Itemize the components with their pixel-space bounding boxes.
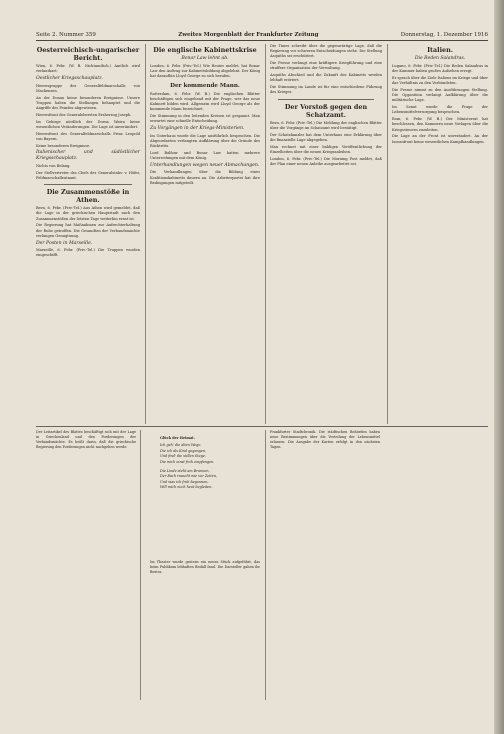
- header-masthead: Zweites Morgenblatt der Frankfurter Zeitung: [178, 32, 319, 38]
- subheading: Der kommende Mann.: [170, 82, 240, 89]
- paragraph: Die Stimmung in den leitenden Kreisen ist gespannt. Man erwartet eine schnelle Entscheidung.: [150, 114, 260, 124]
- lower-column-3: [270, 430, 380, 451]
- paragraph: Asquiths Abschied und die Zukunft des Kabinetts werden lebhaft erörtert.: [270, 73, 382, 83]
- paragraph: Marseille, 6. Febr. (Priv.-Tel.) Die Truppen wurden eingeschifft.: [36, 248, 140, 258]
- paragraph: Im Theater wurde gestern ein neues Stück aufgeführt, das beim Publikum lebhaften Beifall fand. Die Darsteller gaben ihr Bestes.: [150, 560, 260, 574]
- paragraph: Die Times schreibt über die gegenwärtige Lage, daß die Regierung vor schweren Entscheidungen stehe. Die Stellung Asquiths sei erschüttert.: [270, 44, 382, 59]
- paragraph: Die Presse nimmt zu den Ausführungen Stellung. Die Opposition verlangt Aufklärung über die militärische Lage.: [392, 88, 488, 103]
- paragraph: Der Schatzkanzler hat dem Unterhaus eine Erklärung über die finanzielle Lage abgegeben.: [270, 132, 382, 142]
- article-subtitle: Bonar Law lehnt ab.: [181, 56, 229, 61]
- poem-line: Die Linde steht am Brunnen,: [160, 469, 210, 474]
- paragraph: Der Leitartikel des Blattes beschäftigt sich mit der Lage in Griechenland und den Forderungen der Verbandsmächte. Es heißt darin, daß die griechische Regierung den Forderungen nicht nachgeben werde.: [36, 430, 136, 449]
- paragraph: Er sprach über die Ziele Italiens im Kriege und über das Verhältnis zu den Verbündeten.: [392, 76, 488, 86]
- paragraph: Im Senat wurde die Frage der Lebensmittelversorgung besprochen.: [392, 105, 488, 115]
- section-divider: [44, 184, 132, 185]
- paragraph: Keine besonderen Ereignisse.: [36, 143, 91, 148]
- poem-line: Der Bach rauscht wie vor Zeiten,: [160, 474, 217, 479]
- paragraph: Die Stimmung im Lande ist für eine entschiedene Führung des Krieges.: [270, 85, 382, 95]
- paragraph: Heeresfront des Generalfeldmarschalls Prinz Leopold von Bayern.: [36, 131, 140, 141]
- paragraph: Nichts von Belang.: [36, 163, 71, 168]
- paragraph: Man rechnet mit einer baldigen Veröffentlichung der Einzelheiten über die neuen Kriegsanleihen.: [270, 144, 382, 154]
- paragraph: Lugano, 6. Febr. (Priv.-Tel.) Die Reden Salandras in der Kammer haben großes Aufsehen erregt.: [392, 64, 488, 74]
- paragraph: Die Regierung hat Maßnahmen zur Aufrechterhaltung der Ruhe getroffen. Die Gesandten der Verbandsmächte verlangen Genugtuung.: [36, 223, 140, 238]
- poem-line: Will mich noch heut begleiten.: [160, 485, 213, 490]
- poem-line: Die mich einst froh empfangen.: [160, 459, 215, 464]
- subheading: Zu Vorgängen in der Kriegs-Ministerien.: [150, 126, 245, 132]
- paragraph: London, 6. Febr. (Priv.-Tel.) Die Morning Post meldet, daß der Plan einer neuen Anleihe ausgearbeitet sei.: [270, 156, 382, 166]
- poem: [160, 436, 260, 491]
- poem-line: Ich geh' die alten Wege,: [160, 443, 202, 448]
- paragraph: Der Stellvertreter des Chefs des Generalstabs: v. Höfer, Feldmarschalleutnant.: [36, 170, 140, 180]
- article-title: Italien.: [427, 46, 453, 54]
- column-rule: [140, 430, 141, 700]
- lower-column-1: [36, 430, 136, 451]
- paragraph: Rotterdam, 6. Febr. (W. B.) Die englischen Blätter beschäftigen sich eingehend mit der Frage, wer das neue Kabinett bilden wird. Allgemein wird Lloyd George als der kommende Mann bezeichnet.: [150, 91, 260, 112]
- header-date: Donnerstag, 1. Dezember 1916: [400, 32, 488, 38]
- paragraph: Heeresgruppe des Generalfeldmarschalls von Mackensen.: [36, 83, 140, 93]
- paragraph: Im Unterhaus wurde die Lage ausführlich besprochen. Die Abgeordneten verlangten Aufklärung über die Gründe des Rücktritts.: [150, 133, 260, 149]
- article-title: Der Vorstoß gegen den Schatzamt.: [284, 102, 368, 119]
- feuilleton-rule: [36, 426, 488, 427]
- page-header: [36, 28, 488, 41]
- paragraph: Die Lage an der Front ist unverändert. An der Isonzofront keine wesentlichen Kampfhandlungen.: [392, 134, 488, 144]
- column-2: [150, 44, 260, 188]
- column-4: [392, 44, 488, 146]
- paragraph: Bern, 6. Febr. (Priv.-Tel.) Aus Athen wird gemeldet, daß die Lage in der griechischen Hauptstadt nach den Zusammenstößen der letzten Tage weiterhin ernst ist.: [36, 206, 140, 221]
- column-rule: [265, 44, 266, 424]
- paragraph: Wien, 6. Febr. (W. B. Nichtamtlich.) Amtlich wird verlautbart:: [36, 64, 140, 74]
- paragraph: An der Donau keine besonderen Ereignisse. Unsere Truppen haben die Stellungen behauptet und die Angriffe des Feindes abgewiesen.: [36, 95, 140, 110]
- subheading: Unterhandlungen wegen neuer Abmachungen.: [150, 162, 260, 168]
- column-rule: [265, 430, 266, 700]
- paragraph: Frankfurter Stadtchronik. Die städtischen Behörden haben neue Bestimmungen über die Verteilung der Lebensmittel erlassen. Die Ausgabe der Karten erfolgt in den nächsten Tagen.: [270, 430, 380, 449]
- lower-column-2: [150, 560, 260, 576]
- column-1: [36, 44, 140, 260]
- paragraph: Heeresfront des Generalobersten Erzherzog Joseph.: [36, 112, 132, 117]
- article-title: Die englische Kabinettskrise: [153, 46, 257, 54]
- poem-line: Und was ich froh begonnen,: [160, 479, 209, 484]
- column-3: [270, 44, 382, 169]
- paragraph: Rom, 6. Febr. (W. B.) Der Ministerrat hat beschlossen, den Kammern neue Vorlagen über die Kriegssteuern zuzuleiten.: [392, 117, 488, 132]
- article-title: Die Zusammenstöße in Athen.: [46, 188, 130, 205]
- subheading: Der Posten in Marseille.: [36, 240, 93, 246]
- paragraph: London, 6. Febr. (Priv.-Tel.) Wie Reuter meldet, hat Bonar Law den Auftrag zur Kabinettsbildung abgelehnt. Der König hat daraufhin Lloyd George zu sich berufen.: [150, 64, 260, 79]
- poem-title: Glück der Heimat.: [160, 436, 195, 440]
- header-left: Seite 2. Nummer 359: [36, 32, 96, 38]
- paragraph: Bern, 6. Febr. (Priv.-Tel.) Die Meldung der englischen Blätter über die Vorgänge im Schatzamt wird bestätigt.: [270, 120, 382, 130]
- subheading: Italienischer und südöstlicher Kriegsschauplatz.: [36, 150, 140, 162]
- poem-line: Die ich als Kind gegangen,: [160, 448, 207, 453]
- subheading: Oestlicher Kriegsschauplatz.: [36, 76, 104, 81]
- article-title: Oesterreichisch-ungarischer Bericht.: [36, 46, 140, 62]
- paragraph: Die Verhandlungen über die Bildung eines Koalitionskabinetts dauern an. Die Arbeiterpartei hat ihre Bedingungen mitgeteilt.: [150, 170, 260, 185]
- paragraph: Lord Balfour und Bonar Law hatten mehrere Unterredungen mit dem König.: [150, 150, 260, 161]
- paragraph: Die Presse verlangt eine kräftigere Kriegführung und eine straffere Organisation der Verwaltung.: [270, 61, 382, 71]
- article-subtitle: Die Reden Salandras.: [414, 56, 466, 61]
- column-rule: [387, 44, 388, 424]
- column-rule: [145, 44, 146, 424]
- poem-line: Und find' die stillen Stege,: [160, 454, 206, 459]
- paragraph: Im Gebirge nördlich der Dorna Watra keine wesentlichen Veränderungen. Die Lage ist unverändert.: [36, 119, 140, 129]
- section-divider: [278, 99, 374, 100]
